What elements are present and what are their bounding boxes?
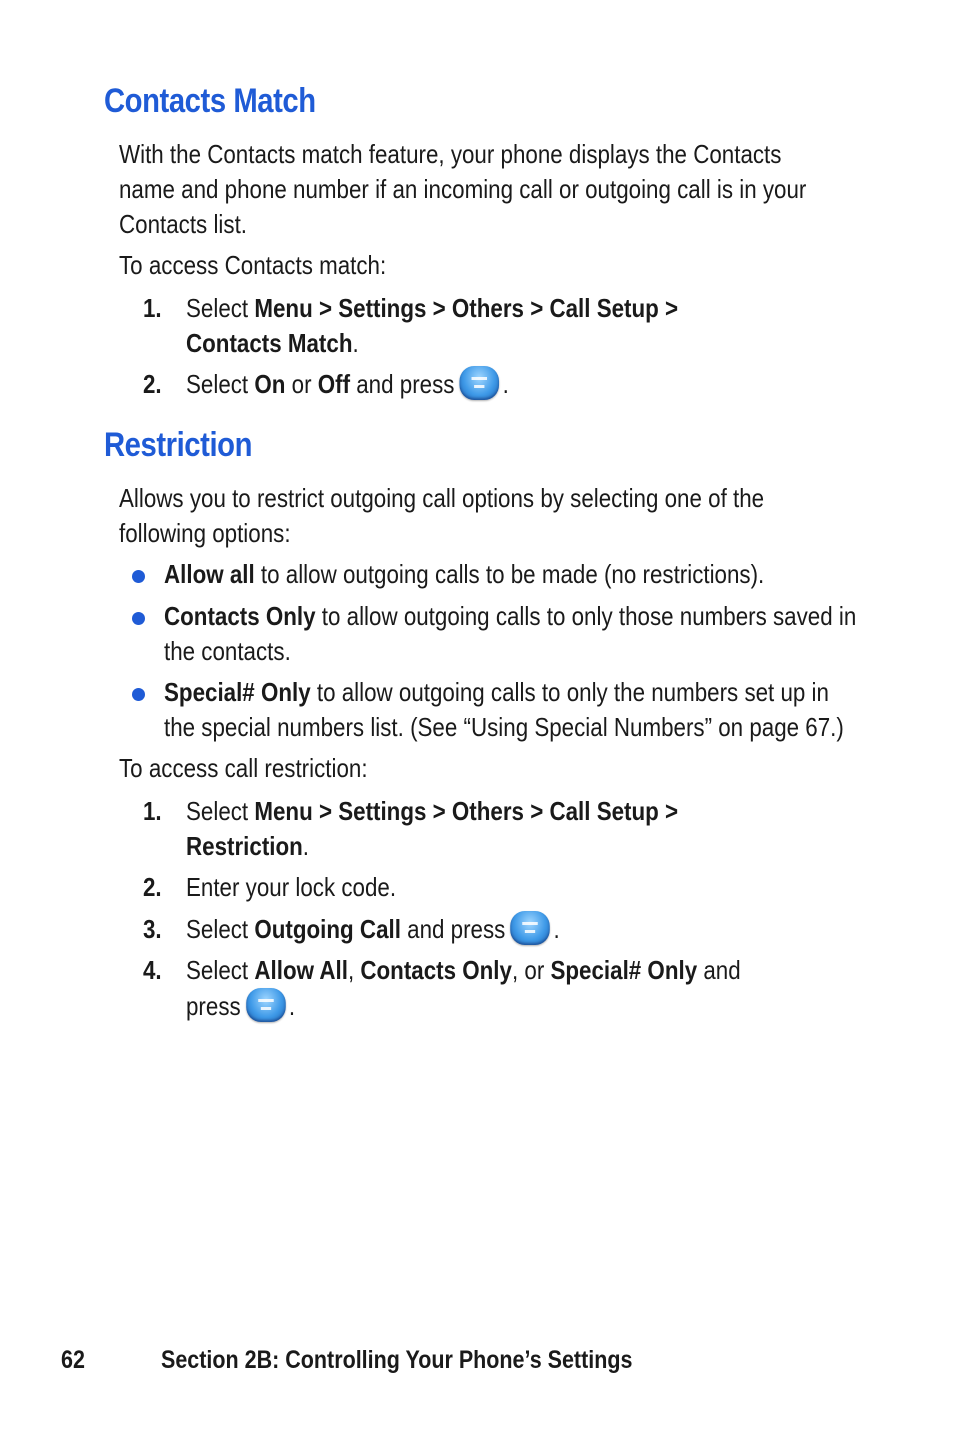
bullet-item: Special# Only to allow outgoing calls to only the numbers set up in the special numbers list. (See “Using Special Numbers” on page 67.) — [164, 677, 844, 742]
heading-restriction: Restriction — [104, 426, 253, 464]
bullet-icon — [132, 612, 145, 625]
step-text: Enter your lock code. — [186, 872, 397, 902]
bullet-icon — [132, 570, 145, 583]
step-number: 2. — [143, 369, 162, 399]
menu-ok-key-icon — [460, 366, 500, 400]
step-number: 2. — [143, 872, 162, 902]
bullet-item: Allow all to allow outgoing calls to be made (no restrictions). — [164, 559, 765, 589]
step-number: 4. — [143, 955, 162, 985]
step-text: Select Allow All, Contacts Only, or Special# Only and — [186, 955, 741, 985]
step-text: Select Menu > Settings > Others > Call Setup > — [186, 293, 679, 323]
bullet-item: Contacts Only to allow outgoing calls to only those numbers saved in the contacts. — [164, 601, 857, 666]
step-text-continued: press . — [186, 989, 788, 1024]
restriction-lead: To access call restriction: — [119, 753, 368, 783]
step-number: 3. — [143, 914, 162, 944]
step-text-continued: Restriction. — [186, 831, 310, 861]
heading-contacts-match: Contacts Match — [104, 82, 316, 120]
step-text-continued: Contacts Match. — [186, 328, 359, 358]
contacts-match-intro: With the Contacts match feature, your phone displays the Contacts name and phone number if an incoming call or outgoing call is in your Contacts list. — [119, 139, 807, 239]
bullet-icon — [132, 688, 145, 701]
step-text: Select Menu > Settings > Others > Call Setup > — [186, 796, 679, 826]
menu-ok-key-icon — [511, 911, 551, 945]
step-number: 1. — [143, 293, 162, 323]
page-number: 62 — [61, 1346, 85, 1374]
menu-ok-key-icon — [246, 988, 286, 1022]
step-text: Select Outgoing Call and press . — [186, 912, 788, 947]
step-number: 1. — [143, 796, 162, 826]
step-text: Select On or Off and press . — [186, 367, 788, 402]
contacts-match-lead: To access Contacts match: — [119, 250, 387, 280]
restriction-intro: Allows you to restrict outgoing call options by selecting one of the following options: — [119, 483, 765, 548]
footer-section-title: Section 2B: Controlling Your Phone’s Settings — [161, 1346, 633, 1374]
